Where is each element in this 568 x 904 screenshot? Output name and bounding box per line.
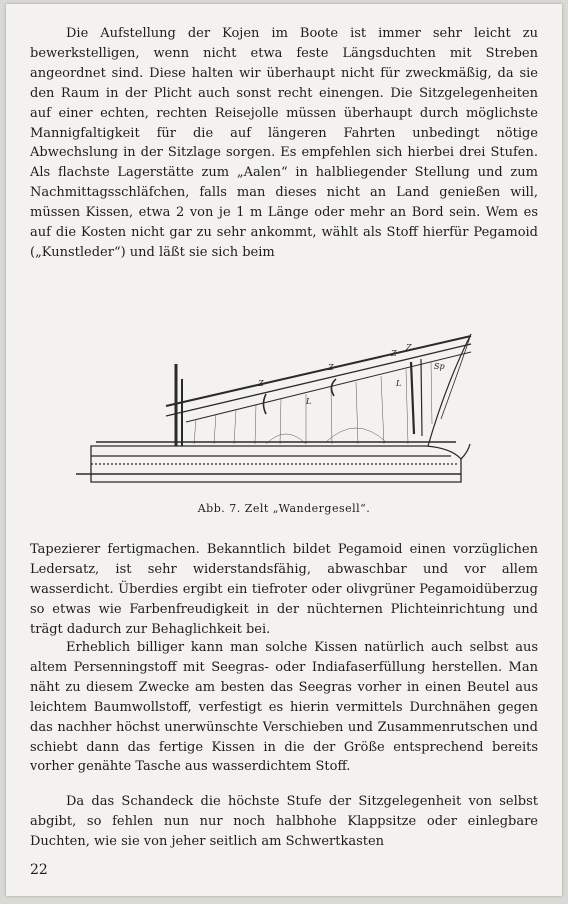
label-l1: L [306, 397, 312, 406]
tent-boat-illustration [66, 324, 486, 499]
figure-caption: Abb. 7. Zelt „Wandergesell“. [197, 502, 371, 515]
book-page [6, 4, 562, 896]
page-number: 22 [30, 862, 48, 878]
paragraph-kissen: Erheblich billiger kann man solche Kissen natürlich auch selbst aus altem Persenningstoff mit Seegras- oder Indiafaserfüllung herstellen. Man näht zu diesem Zwecke am besten das Seegras vorher in einen Beutel aus leichtem Baumwollstoff, verfestigt es hierin vermittels Durchnähen gegen das nachher höchst unerwünschte Verschieben und Zusammenrutschen und schiebt dann das fertige Kissen in die der Größe entsprechend bereits vorher genähte Tasche aus wasserdichtem Stoff. [30, 640, 538, 775]
paragraph-schandeck: Da das Schandeck die höchste Stufe der Sitzgelegenheit von selbst abgibt, so fehlen nun nur noch halbhohe Klappsitze oder einlegbare Duchten, wie sie von jeher seitlich am Schwertkasten [30, 794, 538, 849]
label-z4: Z [406, 343, 412, 352]
label-z1: Z [258, 379, 264, 388]
label-l2: L [396, 379, 402, 388]
label-z3: Z [391, 349, 397, 358]
label-sp: Sp [434, 362, 445, 371]
paragraph-kojen: Die Aufstellung der Kojen im Boote ist immer sehr leicht zu bewerkstelligen, wenn nicht etwa feste Längsduchten mit Streben angeordnet sind. Diese halten wir überhaupt nicht für zweckmäßig, da sie den Raum in der Plicht auch sonst recht einengen. Die Sitzgelegenheiten auf einer echten, rechten Reisejolle müssen überhaupt durch möglichste Mannigfaltigkeit für die auf längeren Fahrten unbedingt nötige Abwechslung in der Sitzlage sorgen. Es empfehlen sich hierbei drei Stufen. Als flachste Lagerstätte zum „Aalen“ in halbliegender Stellung und zum Nachmittagsschläfchen, falls man dieses nicht an Land genießen will, müssen Kissen, etwa 2 von je 1 m Länge oder mehr an Bord sein. Wem es auf die Kosten nicht gar zu sehr ankommt, wählt als Stoff hierfür Pegamoid („Kunstleder“) und läßt sie sich beim [30, 26, 538, 260]
paragraph-pegamoid: Tapezierer fertigmachen. Bekanntlich bildet Pegamoid einen vorzüglichen Ledersatz, ist sehr widerstandsfähig, abwaschbar und vor allem wasserdicht. Überdies ergibt ein tiefroter oder olivgrüner Pegamoidüberzug so etwas wie Farbenfreudigkeit in der nüchternen Plichteinrichtung und trägt dadurch zur Behaglichkeit bei. [30, 542, 538, 637]
label-z2: Z [328, 363, 334, 372]
